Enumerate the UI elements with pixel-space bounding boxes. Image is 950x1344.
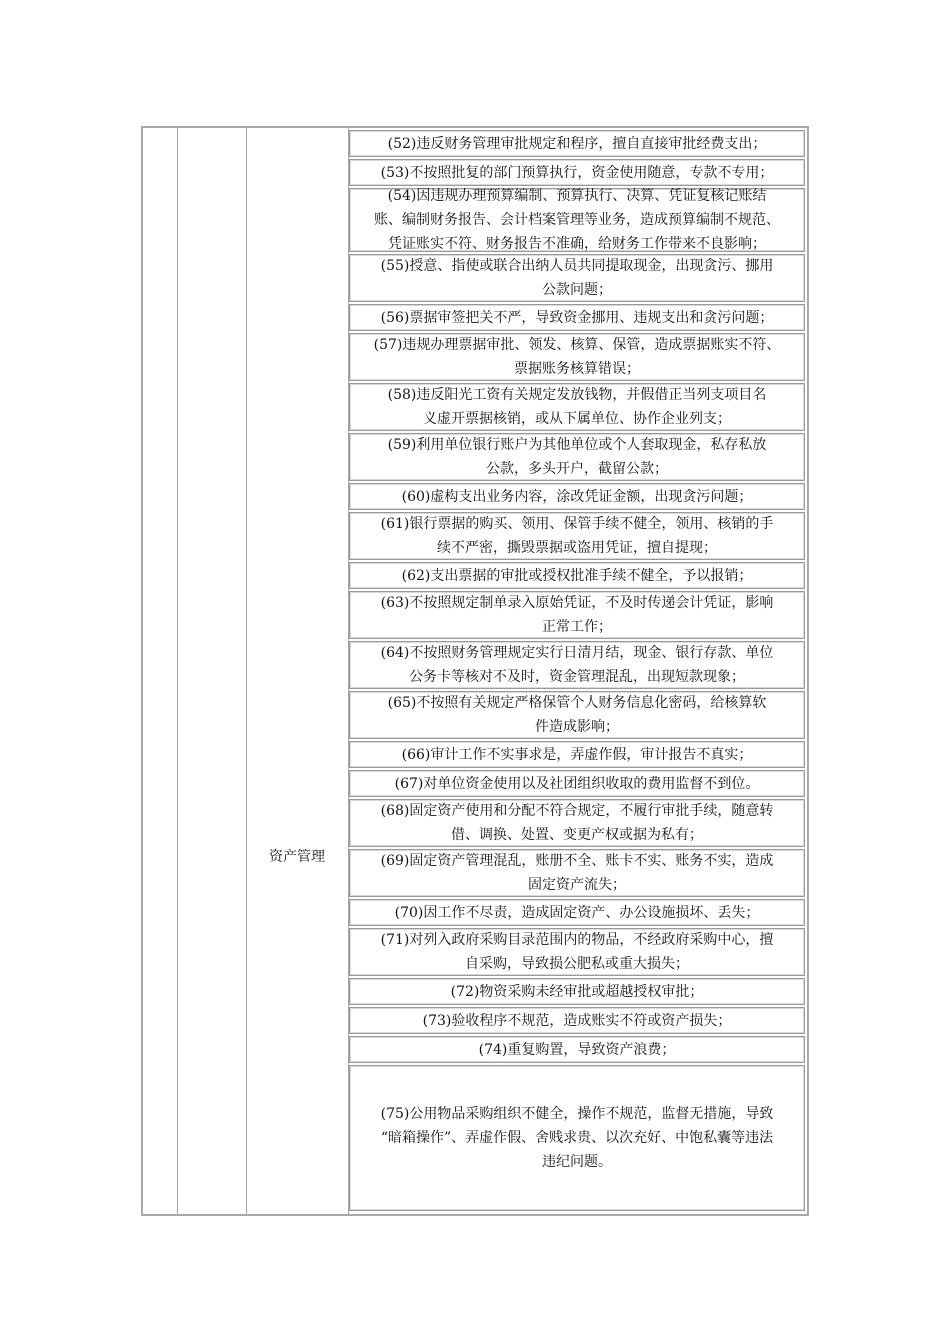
rule-item: (66)审计工作不实事求是，弄虚作假，审计报告不真实； (349, 741, 805, 768)
rules-table (141, 126, 809, 1216)
rule-item: (69)固定资产管理混乱，账册不全、账卡不实、账务不实，造成 固定资产流失； (349, 849, 805, 897)
rule-item: (63)不按照规定制单录入原始凭证，不及时传递会计凭证，影响 正常工作； (349, 591, 805, 639)
table-column-2 (177, 128, 247, 1214)
rule-item: (68)固定资产使用和分配不符合规定，不履行审批手续，随意转 借、调换、处置、变更产权或据为私有； (349, 799, 805, 847)
category-label-asset-management: 资产管理 (269, 849, 325, 865)
rule-item: (57)违规办理票据审批、领发、核算、保管，造成票据账实不符、 票据账务核算错误； (349, 333, 805, 381)
rule-item: (74)重复购置，导致资产浪费； (349, 1036, 805, 1063)
rule-item: (61)银行票据的购买、领用、保管手续不健全，领用、核销的手 续不严密，撕毁票据或盗用凭证，擅自提现； (349, 512, 805, 560)
rule-item: (59)利用单位银行账户为其他单位或个人套取现金，私存私放 公款，多头开户，截留公款； (349, 433, 805, 481)
rule-item: (75)公用物品采购组织不健全，操作不规范，监督无措施，导致 “暗箱操作”、弄虚作假、舍贱求贵、以次充好、中饱私囊等违法 违纪问题。 (349, 1065, 805, 1211)
rule-item: (60)虚构支出业务内容，涂改凭证金额，出现贪污问题； (349, 483, 805, 510)
rule-item: (65)不按照有关规定严格保管个人财务信息化密码，给核算软 件造成影响； (349, 691, 805, 739)
rule-item: (56)票据审签把关不严，导致资金挪用、违规支出和贪污问题； (349, 304, 805, 331)
rule-item: (71)对列入政府采购目录范围内的物品，不经政府采购中心，擅 自采购，导致损公肥私或重大损失； (349, 928, 805, 976)
rule-item: (64)不按照财务管理规定实行日清月结，现金、银行存款、单位 公务卡等核对不及时，资金管理混乱，出现短款现象； (349, 641, 805, 689)
rule-item: (52)违反财务管理审批规定和程序，擅自直接审批经费支出； (349, 130, 805, 157)
rule-item: (58)违反阳光工资有关规定发放钱物，并假借正当列支项目名 义虚开票据核销，或从下属单位、协作企业列支； (349, 383, 805, 431)
rule-item: (55)授意、指使或联合出纳人员共同提取现金，出现贪污、挪用 公款问题； (349, 254, 805, 302)
table-column-category (246, 128, 349, 1214)
rule-item: (54)因违规办理预算编制、预算执行、决算、凭证复核记账结 账、编制财务报告、会计档案管理等业务，造成预算编制不规范、 凭证账实不符、财务报告不准确，给财务工作带来不良影响； (349, 188, 805, 252)
rule-item: (67)对单位资金使用以及社团组织收取的费用监督不到位。 (349, 770, 805, 797)
table-column-1 (143, 128, 178, 1214)
rule-item: (70)因工作不尽责，造成固定资产、办公设施损坏、丢失； (349, 899, 805, 926)
rule-item: (72)物资采购未经审批或超越授权审批； (349, 978, 805, 1005)
items-column (348, 128, 807, 1214)
rule-item: (53)不按照批复的部门预算执行，资金使用随意，专款不专用； (349, 159, 805, 186)
rule-item: (73)验收程序不规范，造成账实不符或资产损失； (349, 1007, 805, 1034)
rule-item: (62)支出票据的审批或授权批准手续不健全，予以报销； (349, 562, 805, 589)
